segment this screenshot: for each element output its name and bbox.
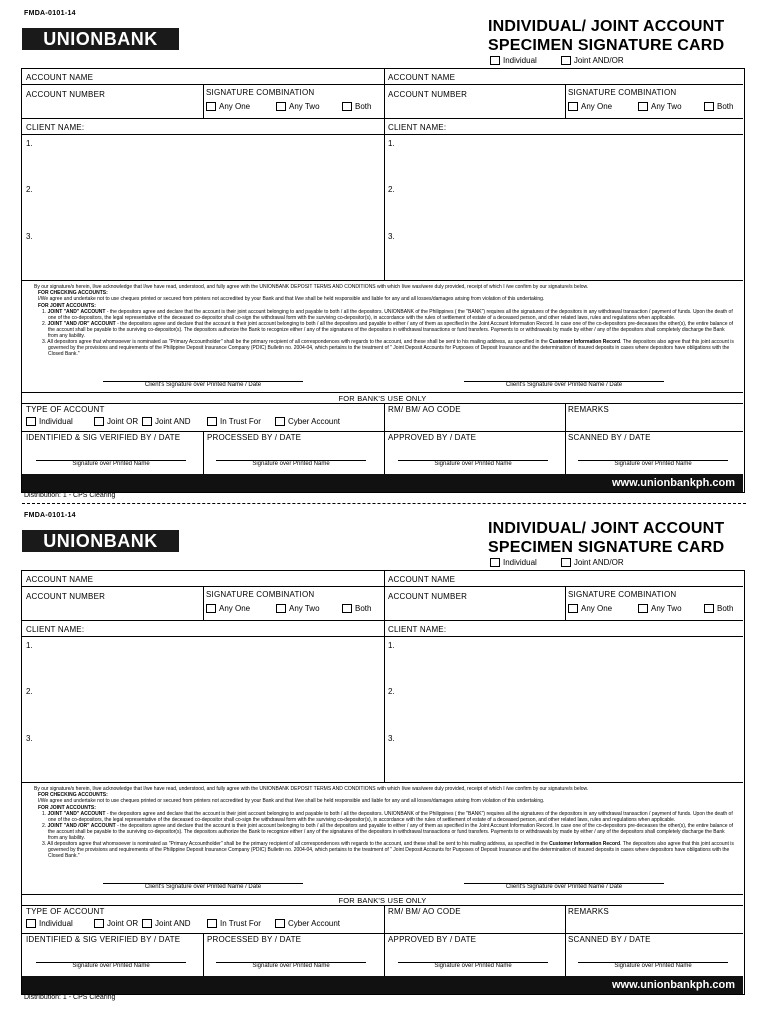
client-signature-line-left: Client's Signature over Printed Name / Date [103,883,303,891]
client-signature-line-right: Client's Signature over Printed Name / Date [464,381,664,389]
both-option[interactable] [704,102,733,111]
any-one-option[interactable] [206,604,276,613]
approved-signature-line: Signature over Printed Name [398,962,548,970]
checkbox-icon[interactable] [142,417,152,426]
toa-in-trust-label: In Trust For [220,919,261,928]
account-name-label: ACCOUNT NAME [388,575,456,584]
any-two-label: Any Two [289,102,320,111]
joint-and-heading: JOINT "AND" ACCOUNT [47,309,106,315]
toa-individual-option[interactable] [26,919,94,928]
joint-heading: FOR JOINT ACCOUNTS: [38,303,96,309]
account-name-label: ACCOUNT NAME [26,575,94,584]
title-line-2: SPECIMEN SIGNATURE CARD [488,539,725,556]
primary-holder-text-a: All depositors agree that whomsoever is nominated as "Primary Accountholder" shall be the primary recipient of all correspondences with regards to the account, and these shall be sent to his mailing address, as specified in the [47,339,550,345]
identified-verified-label: IDENTIFIED & SIG VERIFIED BY / DATE [26,433,181,442]
checkbox-icon[interactable] [276,102,286,111]
processed-by-label: PROCESSED BY / DATE [207,935,302,944]
toa-cyber-option[interactable] [275,417,340,426]
signature-card-bottom [0,512,768,1007]
individual-option[interactable] [490,56,537,65]
client-name-label: CLIENT NAME: [26,123,85,132]
identified-signature-line: Signature over Printed Name [36,460,186,468]
signature-card-top [0,10,768,505]
toa-joint-and-option[interactable] [142,919,207,928]
any-two-label: Any Two [289,604,320,613]
client-name-label: CLIENT NAME: [388,123,447,132]
individual-option[interactable] [490,558,537,567]
form-frame [21,68,745,493]
signature-combination-label: SIGNATURE COMBINATION [206,88,315,97]
checkbox-icon[interactable] [490,558,500,567]
joint-and-text: - the depositors agree and declare that the account is their joint account belonging to and payable to both / all the depositors. UNIONBANK of the Philippines ( the "BANK") requires all the signatures of the depositors in any withdrawal transaction / payment of funds. Upon the death of one of the co-depositors, the legal representative of the deceased co-depositor shall co-sign the withdrawal form with the surviving co-depositor(s), in accordance with the rules of settlement of estate of a deceased person, and other related laws, rules and regulations when applicable. [48,811,733,823]
checkbox-icon[interactable] [568,604,578,613]
any-one-label: Any One [581,102,613,111]
type-of-account-label: TYPE OF ACCOUNT [26,907,105,916]
website-footer: www.unionbankph.com [22,474,743,492]
title-line-1: INDIVIDUAL/ JOINT ACCOUNT [488,520,725,537]
both-label: Both [717,604,734,613]
primary-holder-text-a: All depositors agree that whomsoever is nominated as "Primary Accountholder" shall be the primary recipient of all correspondences with regards to the account, and these shall be sent to his mailing address, as specified in the [47,841,550,847]
checkbox-icon[interactable] [342,102,352,111]
checkbox-icon[interactable] [276,604,286,613]
client-name-label: CLIENT NAME: [26,625,85,634]
both-option[interactable] [342,604,371,613]
primary-holder-text-b: . The depositors also agree that this joint account is governed by the provisions and requirements of the Philippine Deposit Insurance Company (PDIC) Bulletin no. 2004-04, which pertains to the treatment of " Joint Deposit Accounts for Purposes of Deposit Insurance and the determination of insured deposits in cases where depositors have obligations with the Closed Bank." [48,841,734,859]
signature-combination-label: SIGNATURE COMBINATION [206,590,315,599]
card-type-options [490,56,624,65]
joint-and-or-text: - the depositors agree and declare that the account is their joint account belonging to both / all the depositors and payable to either / any of them as specified in the Joint Account Information Record. In case one of the co-depositors pre-deceases the other(s), the entire balance of the account shall be payable to the surviving co-depositor(s). The depositors authorize the Bank to recognize either / any of the signatures of the depositors in withdrawal transactions or fund transfers. Payments to or withdrawals by made by either / any of the depositors shall completely discharge the Bank from any liability. [48,823,734,841]
signatory-1-number: 1. [388,641,395,650]
checkbox-icon[interactable] [704,102,714,111]
account-number-label: ACCOUNT NUMBER [26,592,106,601]
approved-signature-line: Signature over Printed Name [398,460,548,468]
signatory-2-number: 2. [388,185,395,194]
scanned-signature-line: Signature over Printed Name [578,460,728,468]
checkbox-icon[interactable] [490,56,500,65]
type-of-account-label: TYPE OF ACCOUNT [26,405,105,414]
both-label: Both [717,102,734,111]
signature-combination-label: SIGNATURE COMBINATION [568,590,677,599]
processed-by-label: PROCESSED BY / DATE [207,433,302,442]
joint-and-or-label: Joint AND/OR [573,56,624,65]
checkbox-icon[interactable] [275,417,285,426]
identified-signature-line: Signature over Printed Name [36,962,186,970]
account-number-label: ACCOUNT NUMBER [26,90,106,99]
toa-in-trust-label: In Trust For [220,417,261,426]
cut-line [22,503,746,504]
processed-signature-line: Signature over Printed Name [216,962,366,970]
joint-and-or-label: Joint AND/OR [573,558,624,567]
any-two-label: Any Two [651,604,682,613]
joint-heading: FOR JOINT ACCOUNTS: [38,805,96,811]
customer-info-record: Customer Information Record [549,841,621,847]
approved-by-label: APPROVED BY / DATE [388,433,477,442]
checkbox-icon[interactable] [94,919,104,928]
checkbox-icon[interactable] [94,417,104,426]
signatory-3-number: 3. [388,232,395,241]
unionbank-logo: UNIONBANK [22,530,179,552]
type-of-account-options [26,417,340,426]
toa-joint-or-label: Joint OR [107,919,139,928]
toa-in-trust-option[interactable] [207,919,275,928]
title-line-2: SPECIMEN SIGNATURE CARD [488,37,725,54]
signature-combination-options [206,604,371,613]
any-two-option[interactable] [276,102,342,111]
bank-use-heading: FOR BANK'S USE ONLY [338,394,427,403]
toa-joint-or-label: Joint OR [107,417,139,426]
joint-and-or-text: - the depositors agree and declare that the account is their joint account belonging to both / all the depositors and payable to either / any of them as specified in the Joint Account Information Record. In case one of the co-depositors pre-deceases the other(s), the entire balance of the account shall be payable to the surviving co-depositor(s). The depositors authorize the Bank to recognize either / any of the signatures of the depositors in withdrawal transactions or fund transfers. Payments to or withdrawals by made by either / any of the depositors shall completely discharge the Bank from any liability. [48,321,734,339]
any-two-option[interactable] [276,604,342,613]
signatory-3-number: 3. [26,232,33,241]
website-footer: www.unionbankph.com [22,976,743,994]
title-line-1: INDIVIDUAL/ JOINT ACCOUNT [488,18,725,35]
signatory-2-number: 2. [26,687,33,696]
toa-joint-or-option[interactable] [94,417,142,426]
distribution-note: Distribution: 1 - CPS Clearing [24,994,116,1001]
any-one-label: Any One [581,604,613,613]
distribution-note: Distribution: 1 - CPS Clearing [24,492,116,499]
account-name-label: ACCOUNT NAME [388,73,456,82]
joint-and-or-heading: JOINT "AND /OR" ACCOUNT [47,321,116,327]
both-label: Both [355,604,372,613]
toa-cyber-label: Cyber Account [288,417,341,426]
checkbox-icon[interactable] [207,417,217,426]
terms-intro: By our signature/s herein, I/we acknowledge that I/we have read, understood, and fully agree with the UNIONBANK DEPOSIT TERMS AND CONDITIONS with which I/we was/were duly provided, receipt of which I /we confirm by our signature/s below. [34,284,589,290]
scanned-by-label: SCANNED BY / DATE [568,433,651,442]
joint-and-text: - the depositors agree and declare that the account is their joint account belonging to and payable to both / all the depositors. UNIONBANK of the Philippines ( the "BANK") requires all the signatures of the depositors in any withdrawal transaction / payment of funds. Upon the death of one of the co-depositors, the legal representative of the deceased co-depositor shall co-sign the withdrawal form with the surviving co-depositor(s), in accordance with the rules of settlement of estate of a deceased person, and other related laws, rules and regulations when applicable. [48,309,733,321]
both-option[interactable] [342,102,371,111]
card-type-options [490,558,624,567]
any-one-option[interactable] [568,604,638,613]
signature-combination-label: SIGNATURE COMBINATION [568,88,677,97]
checking-text: I/We agree and undertake not to use cheques printed or secured from printers not accredited by your Bank and that I/we shall be held responsible and liable for any and all losses/damages arising from violation of this undertaking. [38,798,545,804]
signatory-2-number: 2. [26,185,33,194]
terms-and-conditions: By our signature/s herein, I/we acknowledge that I/we have read, understood, and fully agree with the UNIONBANK DEPOSIT TERMS AND CONDITIONS with which I/we was/were duly provided, receipt of which I /we confirm by our signature/s below. FOR CHECKING ACCOUNTS: I/We agree and undertake not to use cheques printed or secured from printers not accredited by your Bank and that I/we shall be held responsible and liable for any and all losses/damages arising from violation of this undertaking. FOR JOINT ACCOUNTS: 1. JOINT "AND" ACCOUNT - the depositors agree and declare that the account is their joint account belonging to and payable to both / all the depositors. UNIONBANK of the Philippines ( the "BANK") requires all the signatures of the depositors in any withdrawal transaction / payment of funds. Upon the death of one of the co-depositors, the legal representative of the deceased co-depositor shall co-sign the withdrawal form with the surviving co-depositor(s), in accordance with the rules of settlement of estate of a deceased person, and other related laws, rules and regulations when applicable. 2. JOINT "AND /OR" ACCOUNT - the depositors agree and declare that the account is their joint account belonging to both / all the depositors and payable to either / any of them as specified in the Joint Account Information Record. In case one of the co-depositors pre-deceases the other(s), the entire balance of the account shall be payable to the surviving co-depositor(s). The depositors authorize the Bank to recognize either / any of the signatures of the depositors in withdrawal transactions or fund transfers. Payments to or withdrawals by made by either / any of the depositors shall completely discharge the Bank from any liability. 3. All depositors agree that whomsoever is nominated as "Primary Accountholder" shall be the primary recipient of all correspondences with regards to the account, and these shall be sent to his mailing address, as specified in the Customer Information Record. The depositors also agree that this joint account is governed by the provisions and requirements of the Philippine Deposit Insurance Company (PDIC) Bulletin no. 2004-04, which pertains to the treatment of " Joint Deposit Accounts for Purposes of Deposit Insurance and the determination of insured deposits in cases where depositors have obligations with the Closed Bank." [34,786,734,859]
any-one-label: Any One [219,102,251,111]
checkbox-icon[interactable] [561,558,571,567]
processed-signature-line: Signature over Printed Name [216,460,366,468]
unionbank-logo: UNIONBANK [22,28,179,50]
primary-holder-text-b: . The depositors also agree that this joint account is governed by the provisions and requirements of the Philippine Deposit Insurance Company (PDIC) Bulletin no. 2004-04, which pertains to the treatment of " Joint Deposit Accounts for Purposes of Deposit Insurance and the determination of insured deposits in cases where depositors have obligations with the Closed Bank." [48,339,734,357]
toa-individual-label: Individual [39,417,73,426]
joint-and-or-option[interactable] [561,56,624,65]
terms-intro: By our signature/s herein, I/we acknowledge that I/we have read, understood, and fully agree with the UNIONBANK DEPOSIT TERMS AND CONDITIONS with which I/we was/were duly provided, receipt of which I /we confirm by our signature/s below. [34,786,589,792]
individual-label: Individual [503,56,537,65]
approved-by-label: APPROVED BY / DATE [388,935,477,944]
signatory-3-number: 3. [388,734,395,743]
toa-in-trust-option[interactable] [207,417,275,426]
scanned-signature-line: Signature over Printed Name [578,962,728,970]
any-one-option[interactable] [568,102,638,111]
form-frame [21,570,745,995]
scanned-by-label: SCANNED BY / DATE [568,935,651,944]
client-signature-line-right: Client's Signature over Printed Name / Date [464,883,664,891]
type-of-account-options [26,919,340,928]
signature-combination-options [568,102,733,111]
any-two-option[interactable] [638,102,704,111]
joint-and-heading: JOINT "AND" ACCOUNT [47,811,106,817]
toa-joint-and-label: Joint AND [155,417,191,426]
client-name-label: CLIENT NAME: [388,625,447,634]
signatory-1-number: 1. [26,139,33,148]
terms-and-conditions: By our signature/s herein, I/we acknowledge that I/we have read, understood, and fully agree with the UNIONBANK DEPOSIT TERMS AND CONDITIONS with which I/we was/were duly provided, receipt of which I /we confirm by our signature/s below. FOR CHECKING ACCOUNTS: I/We agree and undertake not to use cheques printed or secured from printers not accredited by your Bank and that I/we shall be held responsible and liable for any and all losses/damages arising from violation of this undertaking. FOR JOINT ACCOUNTS: 1. JOINT "AND" ACCOUNT - the depositors agree and declare that the account is their joint account belonging to and payable to both / all the depositors. UNIONBANK of the Philippines ( the "BANK") requires all the signatures of the depositors in any withdrawal transaction / payment of funds. Upon the death of one of the co-depositors, the legal representative of the deceased co-depositor shall co-sign the withdrawal form with the surviving co-depositor(s), in accordance with the rules of settlement of estate of a deceased person, and other related laws, rules and regulations when applicable. 2. JOINT "AND /OR" ACCOUNT - the depositors agree and declare that the account is their joint account belonging to both / all the depositors and payable to either / any of them as specified in the Joint Account Information Record. In case one of the co-depositors pre-deceases the other(s), the entire balance of the account shall be payable to the surviving co-depositor(s). The depositors authorize the Bank to recognize either / any of the signatures of the depositors in withdrawal transactions or fund transfers. Payments to or withdrawals by made by either / any of the depositors shall completely discharge the Bank from any liability. 3. All depositors agree that whomsoever is nominated as "Primary Accountholder" shall be the primary recipient of all correspondences with regards to the account, and these shall be sent to his mailing address, as specified in the Customer Information Record. The depositors also agree that this joint account is governed by the provisions and requirements of the Philippine Deposit Insurance Company (PDIC) Bulletin no. 2004-04, which pertains to the treatment of " Joint Deposit Accounts for Purposes of Deposit Insurance and the determination of insured deposits in cases where depositors have obligations with the Closed Bank." [34,284,734,357]
checkbox-icon[interactable] [26,919,36,928]
rm-code-label: RM/ BM/ AO CODE [388,405,461,414]
individual-label: Individual [503,558,537,567]
checkbox-icon[interactable] [207,919,217,928]
checking-heading: FOR CHECKING ACCOUNTS: [38,792,108,798]
any-one-option[interactable] [206,102,276,111]
identified-verified-label: IDENTIFIED & SIG VERIFIED BY / DATE [26,935,181,944]
remarks-label: REMARKS [568,907,609,916]
card-title [488,17,724,55]
remarks-label: REMARKS [568,405,609,414]
checkbox-icon[interactable] [568,102,578,111]
client-signature-line-left: Client's Signature over Printed Name / Date [103,381,303,389]
form-code: FMDA-0101-14 [24,10,76,17]
toa-joint-and-label: Joint AND [155,919,191,928]
rm-code-label: RM/ BM/ AO CODE [388,907,461,916]
signatory-1-number: 1. [388,139,395,148]
checkbox-icon[interactable] [638,604,648,613]
checkbox-icon[interactable] [26,417,36,426]
toa-joint-or-option[interactable] [94,919,142,928]
any-one-label: Any One [219,604,251,613]
account-number-label: ACCOUNT NUMBER [388,90,468,99]
account-number-label: ACCOUNT NUMBER [388,592,468,601]
checkbox-icon[interactable] [275,919,285,928]
checking-heading: FOR CHECKING ACCOUNTS: [38,290,108,296]
joint-and-or-option[interactable] [561,558,624,567]
toa-joint-and-option[interactable] [142,417,207,426]
signature-combination-options [568,604,733,613]
checkbox-icon[interactable] [704,604,714,613]
both-label: Both [355,102,372,111]
both-option[interactable] [704,604,733,613]
form-code: FMDA-0101-14 [24,512,76,519]
checkbox-icon[interactable] [206,102,216,111]
account-name-label: ACCOUNT NAME [26,73,94,82]
checkbox-icon[interactable] [342,604,352,613]
any-two-option[interactable] [638,604,704,613]
toa-individual-label: Individual [39,919,73,928]
checkbox-icon[interactable] [206,604,216,613]
signatory-1-number: 1. [26,641,33,650]
toa-individual-option[interactable] [26,417,94,426]
card-title [488,519,724,557]
joint-and-or-heading: JOINT "AND /OR" ACCOUNT [47,823,116,829]
bank-use-heading: FOR BANK'S USE ONLY [338,896,427,905]
signatory-2-number: 2. [388,687,395,696]
toa-cyber-label: Cyber Account [288,919,341,928]
any-two-label: Any Two [651,102,682,111]
toa-cyber-option[interactable] [275,919,340,928]
signatory-3-number: 3. [26,734,33,743]
checking-text: I/We agree and undertake not to use cheques printed or secured from printers not accredited by your Bank and that I/we shall be held responsible and liable for any and all losses/damages arising from violation of this undertaking. [38,296,545,302]
checkbox-icon[interactable] [561,56,571,65]
checkbox-icon[interactable] [142,919,152,928]
customer-info-record: Customer Information Record [549,339,621,345]
checkbox-icon[interactable] [638,102,648,111]
signature-combination-options [206,102,371,111]
